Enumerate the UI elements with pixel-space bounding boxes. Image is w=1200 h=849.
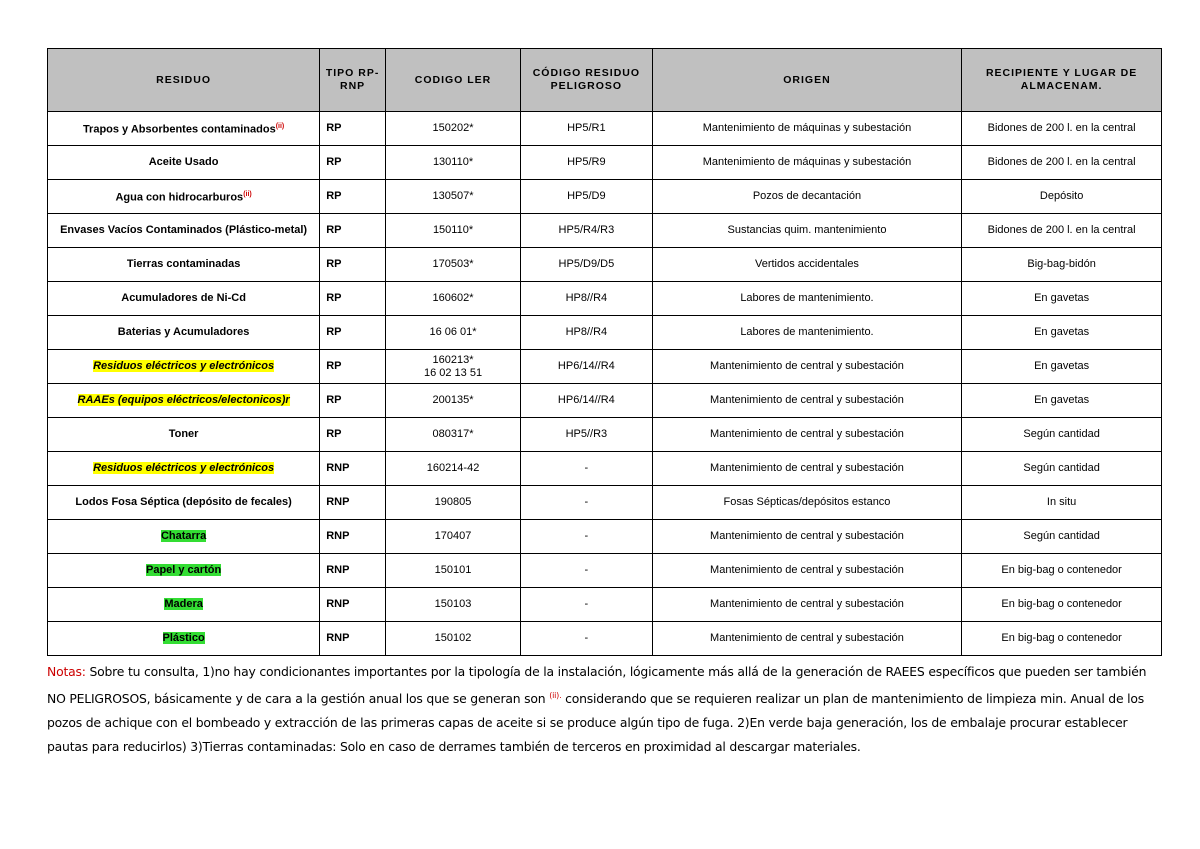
cell-cod-peligroso: HP6/14//R4 [521,350,653,384]
cell-origen: Sustancias quim. mantenimiento [652,214,962,248]
notes-label: Notas: [47,664,86,679]
residuo-name: Agua con hidrocarburos [115,191,244,204]
cell-origen: Labores de mantenimiento. [652,282,962,316]
cell-recipiente: Bidones de 200 l. en la central [962,112,1162,146]
table-row [48,486,1162,520]
cell-tipo: RP [320,112,386,146]
cell-recipiente: Bidones de 200 l. en la central [962,214,1162,248]
cell-recipiente: Según cantidad [962,452,1162,486]
cell-origen: Pozos de decantación [652,180,962,214]
ler-code: 170503* [432,258,474,270]
ler-code-secondary: 16 02 13 51 [423,366,483,379]
cell-tipo: RP [320,180,386,214]
cell-residuo [48,350,320,384]
ler-code: 200135* [432,394,474,406]
cell-cod-peligroso: - [521,554,653,588]
cell-residuo [48,622,320,656]
cell-tipo: RNP [320,486,386,520]
cell-ler [386,316,521,350]
residuo-name: Chatarra [160,530,207,542]
residuo-name: Trapos y Absorbentes contaminados [82,123,276,136]
cell-recipiente: Depósito [962,180,1162,214]
cell-cod-peligroso: - [521,588,653,622]
residuo-name: Toner [168,428,199,440]
table-row [48,384,1162,418]
cell-ler [386,146,521,180]
cell-residuo [48,214,320,248]
notes-paragraph [47,660,1159,759]
ler-code: 150103 [434,598,472,610]
cell-ler [386,418,521,452]
cell-origen: Mantenimiento de central y subestación [652,418,962,452]
cell-recipiente: Según cantidad [962,418,1162,452]
table-row [48,588,1162,622]
residuo-name: Baterias y Acumuladores [117,326,250,338]
cell-origen: Mantenimiento de máquinas y subestación [652,146,962,180]
table-row [48,112,1162,146]
cell-recipiente: Según cantidad [962,520,1162,554]
cell-origen: Labores de mantenimiento. [652,316,962,350]
residuo-name: Tierras contaminadas [126,258,241,270]
cell-origen: Mantenimiento de máquinas y subestación [652,112,962,146]
cell-ler [386,452,521,486]
residuo-superscript: (ii) [275,123,285,131]
cell-ler [386,554,521,588]
table-row [48,520,1162,554]
cell-residuo [48,384,320,418]
residuo-name: Aceite Usado [148,156,219,168]
residuo-name: Residuos eléctricos y electrónicos [93,462,275,474]
cell-cod-peligroso: HP8//R4 [521,282,653,316]
cell-tipo: RP [320,248,386,282]
cell-tipo: RNP [320,554,386,588]
cell-origen: Mantenimiento de central y subestación [652,350,962,384]
cell-residuo [48,316,320,350]
table-row [48,248,1162,282]
ler-code: 16 06 01* [429,326,477,338]
cell-tipo: RP [320,214,386,248]
cell-cod-peligroso: HP5/D9 [521,180,653,214]
ler-code: 190805 [434,496,472,508]
cell-residuo [48,520,320,554]
ler-code: 130110* [432,156,474,168]
ler-code: 080317* [432,428,474,440]
header-row [48,49,1162,112]
cell-recipiente: Big-bag-bidón [962,248,1162,282]
cell-tipo: RP [320,146,386,180]
residuo-name: RAAEs (equipos eléctricos/electonicos)r [77,394,290,406]
cell-origen: Mantenimiento de central y subestación [652,520,962,554]
cell-tipo: RP [320,384,386,418]
header-tipo: TIPO RP-RNP [320,49,386,112]
cell-cod-peligroso: HP5//R3 [521,418,653,452]
cell-cod-peligroso: HP5/D9/D5 [521,248,653,282]
table-row [48,350,1162,384]
cell-origen: Mantenimiento de central y subestación [652,452,962,486]
cell-origen: Mantenimiento de central y subestación [652,622,962,656]
cell-tipo: RP [320,316,386,350]
cell-ler [386,384,521,418]
cell-tipo: RNP [320,588,386,622]
table-row [48,622,1162,656]
cell-origen: Mantenimiento de central y subestación [652,554,962,588]
cell-ler [386,214,521,248]
cell-cod-peligroso: - [521,486,653,520]
cell-ler [386,248,521,282]
cell-residuo [48,180,320,214]
cell-recipiente: En big-bag o contenedor [962,588,1162,622]
cell-ler [386,588,521,622]
cell-recipiente: En big-bag o contenedor [962,622,1162,656]
cell-residuo [48,452,320,486]
notes-superscript: (ii). [549,691,562,700]
header-residuo: RESIDUO [48,49,320,112]
ler-code: 150110* [432,224,474,236]
ler-code: 160214-42 [426,462,480,474]
cell-residuo [48,112,320,146]
cell-cod-peligroso: - [521,452,653,486]
cell-ler [386,486,521,520]
header-recipiente: RECIPIENTE Y LUGAR DE ALMACENAM. [962,49,1162,112]
cell-cod-peligroso: - [521,520,653,554]
cell-recipiente: En gavetas [962,384,1162,418]
cell-ler [386,282,521,316]
notes-text-2: considerando que se requieren realizar un plan de mantenimiento de limpieza min. Anual de los pozos de achique con el bombeado y extracción de las primeras capas de aceite si se produce algún tipo de fuga. 2)En verde baja generación, los de embalaje procurar establecer pautas para reducirlos) 3)Tierras contaminadas: Solo en caso de derrames también de terceros en proximidad al descargar materiales. [47,691,1145,755]
residuo-name: Lodos Fosa Séptica (depósito de fecales) [75,496,292,508]
table-row [48,214,1162,248]
cell-residuo [48,146,320,180]
cell-tipo: RP [320,282,386,316]
notes-text-1: Sobre tu consulta, 1)no hay condicionantes importantes por la tipología de la instalación, lógicamente más allá de la generación de RAEES específicos que pueden ser también NO PELIGROSOS, básicamente y de cara a la gestión anual los que se generan son [47,664,1147,707]
cell-tipo: RP [320,350,386,384]
ler-code: 130507* [432,190,474,202]
cell-recipiente: Bidones de 200 l. en la central [962,146,1162,180]
cell-cod-peligroso: HP8//R4 [521,316,653,350]
cell-residuo [48,248,320,282]
cell-tipo: RNP [320,452,386,486]
table-row [48,146,1162,180]
cell-residuo [48,418,320,452]
ler-code: 170407 [434,530,472,542]
header-origen: ORIGEN [652,49,962,112]
table-row [48,282,1162,316]
cell-cod-peligroso: HP5/R4/R3 [521,214,653,248]
cell-cod-peligroso: HP5/R9 [521,146,653,180]
cell-ler [386,520,521,554]
table-row [48,180,1162,214]
cell-residuo [48,486,320,520]
cell-origen: Mantenimiento de central y subestación [652,588,962,622]
cell-origen: Fosas Sépticas/depósitos estanco [652,486,962,520]
cell-recipiente: In situ [962,486,1162,520]
ler-code: 150102 [434,632,472,644]
cell-origen: Mantenimiento de central y subestación [652,384,962,418]
header-ler: CODIGO LER [386,49,521,112]
cell-recipiente: En gavetas [962,316,1162,350]
cell-ler [386,350,521,384]
residuo-name: Acumuladores de Ni-Cd [121,292,246,304]
ler-code: 150202* [432,122,474,134]
cell-recipiente: En big-bag o contenedor [962,554,1162,588]
cell-ler [386,112,521,146]
waste-table [47,48,1162,656]
ler-code: 160602* [432,292,474,304]
ler-code: 160213* [432,353,474,366]
residuo-name: Madera [164,598,203,610]
cell-residuo [48,554,320,588]
residuo-name: Papel y cartón [145,564,222,576]
cell-origen: Vertidos accidentales [652,248,962,282]
residuo-name: Plástico [162,632,205,644]
cell-recipiente: En gavetas [962,282,1162,316]
table-row [48,316,1162,350]
cell-tipo: RNP [320,520,386,554]
cell-ler [386,180,521,214]
residuo-name: Residuos eléctricos y electrónicos [93,360,275,372]
document-page [47,48,1162,759]
cell-tipo: RNP [320,622,386,656]
cell-cod-peligroso: - [521,622,653,656]
residuo-name: Envases Vacíos Contaminados (Plástico-metal) [60,224,308,236]
cell-residuo [48,282,320,316]
cell-recipiente: En gavetas [962,350,1162,384]
table-row [48,452,1162,486]
table-row [48,554,1162,588]
ler-code: 150101 [434,564,472,576]
residuo-superscript: (ii) [243,191,252,199]
cell-tipo: RP [320,418,386,452]
header-cod-peligroso: CÓDIGO RESIDUO PELIGROSO [521,49,653,112]
table-row [48,418,1162,452]
cell-ler [386,622,521,656]
cell-residuo [48,588,320,622]
cell-cod-peligroso: HP6/14//R4 [521,384,653,418]
cell-cod-peligroso: HP5/R1 [521,112,653,146]
